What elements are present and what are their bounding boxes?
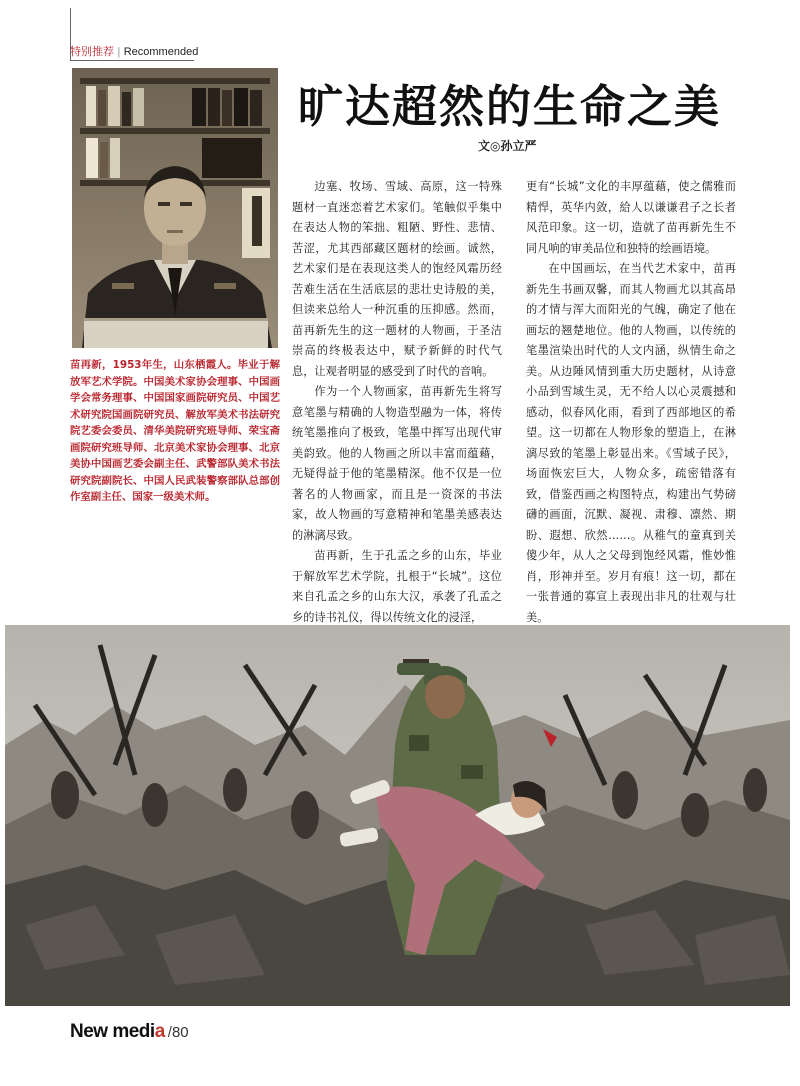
artist-bio: 苗再新，1953年生，山东栖霞人。毕业于解放军艺术学院。中国美术家协会理事、中国画学会常务理事、中国国家画院研究员、中国艺术研究院国画院研究员、解放军美术书法研究院艺委会委员、清华美院研究班导师、荣宝斋画院研究班导师、北京美术家协会理事、北京美协中国画艺委会副主任、武警部队美术书法研究院副院长、中国人民武装警察部队总部创作室副主任、国家一级美术师。	[70, 359, 280, 503]
article-byline: 文◎孙立严	[478, 139, 537, 153]
featured-painting	[5, 625, 790, 1006]
footer-separator: /	[167, 1024, 172, 1041]
brand-text: New medi	[70, 1021, 155, 1042]
magazine-brand	[70, 1021, 165, 1042]
paragraph: 作为一个人物画家，苗再新先生将写意笔墨与精确的人物造型融为一体，将传统笔墨推向了极致，笔墨中挥写出现代审美韵致。他的人物画之所以丰富而蕴藉，无疑得益于他的笔墨精深。他不仅是一位著名的人物画家，而且是一资深的书法家，故人物画的写意精神和笔墨美感表达的淋漓尽致。	[292, 385, 502, 542]
paragraph: 边塞、牧场、雪域、高原，这一特殊题材一直迷恋着艺术家们。笔触似乎集中在表达人物的笨拙、粗陋、野性、悲情、苦涩，尤其西部藏区题材的绘画。诚然，艺术家们是在表现这类人的饱经风霜历经苦难生活在生活底层的悲壮史诗般的美，但读来总给人一种沉重的压抑感。然而，苗再新先生的这一题材的人物画，于圣洁崇高的终极表达中，赋予新鲜的时代气息，让观者明显的感受到了时代的音响。	[292, 180, 502, 378]
section-tag	[70, 45, 198, 59]
section-rule-horizontal	[70, 60, 194, 61]
brand-accent-letter: a	[154, 1021, 165, 1042]
article-title: 旷达超然的生命之美	[298, 80, 722, 133]
section-label-cn: 特别推荐	[70, 45, 114, 58]
page-footer	[70, 1021, 189, 1043]
paragraph: 在中国画坛，在当代艺术家中，苗再新先生书画双馨，而其人物画尤以其高昂的才情与浑大而阳光的气魄，确定了他在画坛的翘楚地位。他的人物画，以传统的笔墨渲染出时代的人文内涵，纵情生命之美。从边陲风情到重大历史题材，从诗意小品到雪域生灵，无不给人以心灵震撼和感动，似春风化雨，看到了西部地区的希望。这一切都在人物形象的塑造上，在淋漓尽致的笔墨上彰显出来。《雪域子民》，场面恢宏巨大，人物众多，疏密错落有致，借鉴西画之构图特点，构建出气势磅礴的画面，沉默、凝视、肃穆、凛然、期盼、遐想、欣然……。从稚气的童真到关傻少年，从人之父母到饱经风霜，惟妙惟肖，形神并至。岁月有痕！这一切，都在一张普通的寡宣上表现出非凡的壮观与壮美。	[526, 262, 736, 624]
paragraph-continued: 更有“长城”文化的丰厚蕴藉，使之儒雅而精悍，英华内敛，給人以谦谦君子之长者风范印象。这一切，造就了苗再新先生不同凡响的审美品位和独特的绘画语境。	[526, 180, 736, 255]
artist-portrait-photo	[72, 68, 278, 348]
article-column-2	[526, 177, 736, 628]
section-label-en: Recommended	[123, 46, 199, 58]
section-separator: |	[117, 45, 121, 58]
article-column-1	[292, 177, 502, 628]
page-number: 80	[171, 1024, 189, 1041]
paragraph: 苗再新，生于孔孟之乡的山东，毕业于解放军艺术学院，扎根于“长城”。这位来自孔孟之乡的山东大汉，承袭了孔孟之乡的诗书礼仪，得以传统文化的浸淫，	[292, 549, 502, 624]
